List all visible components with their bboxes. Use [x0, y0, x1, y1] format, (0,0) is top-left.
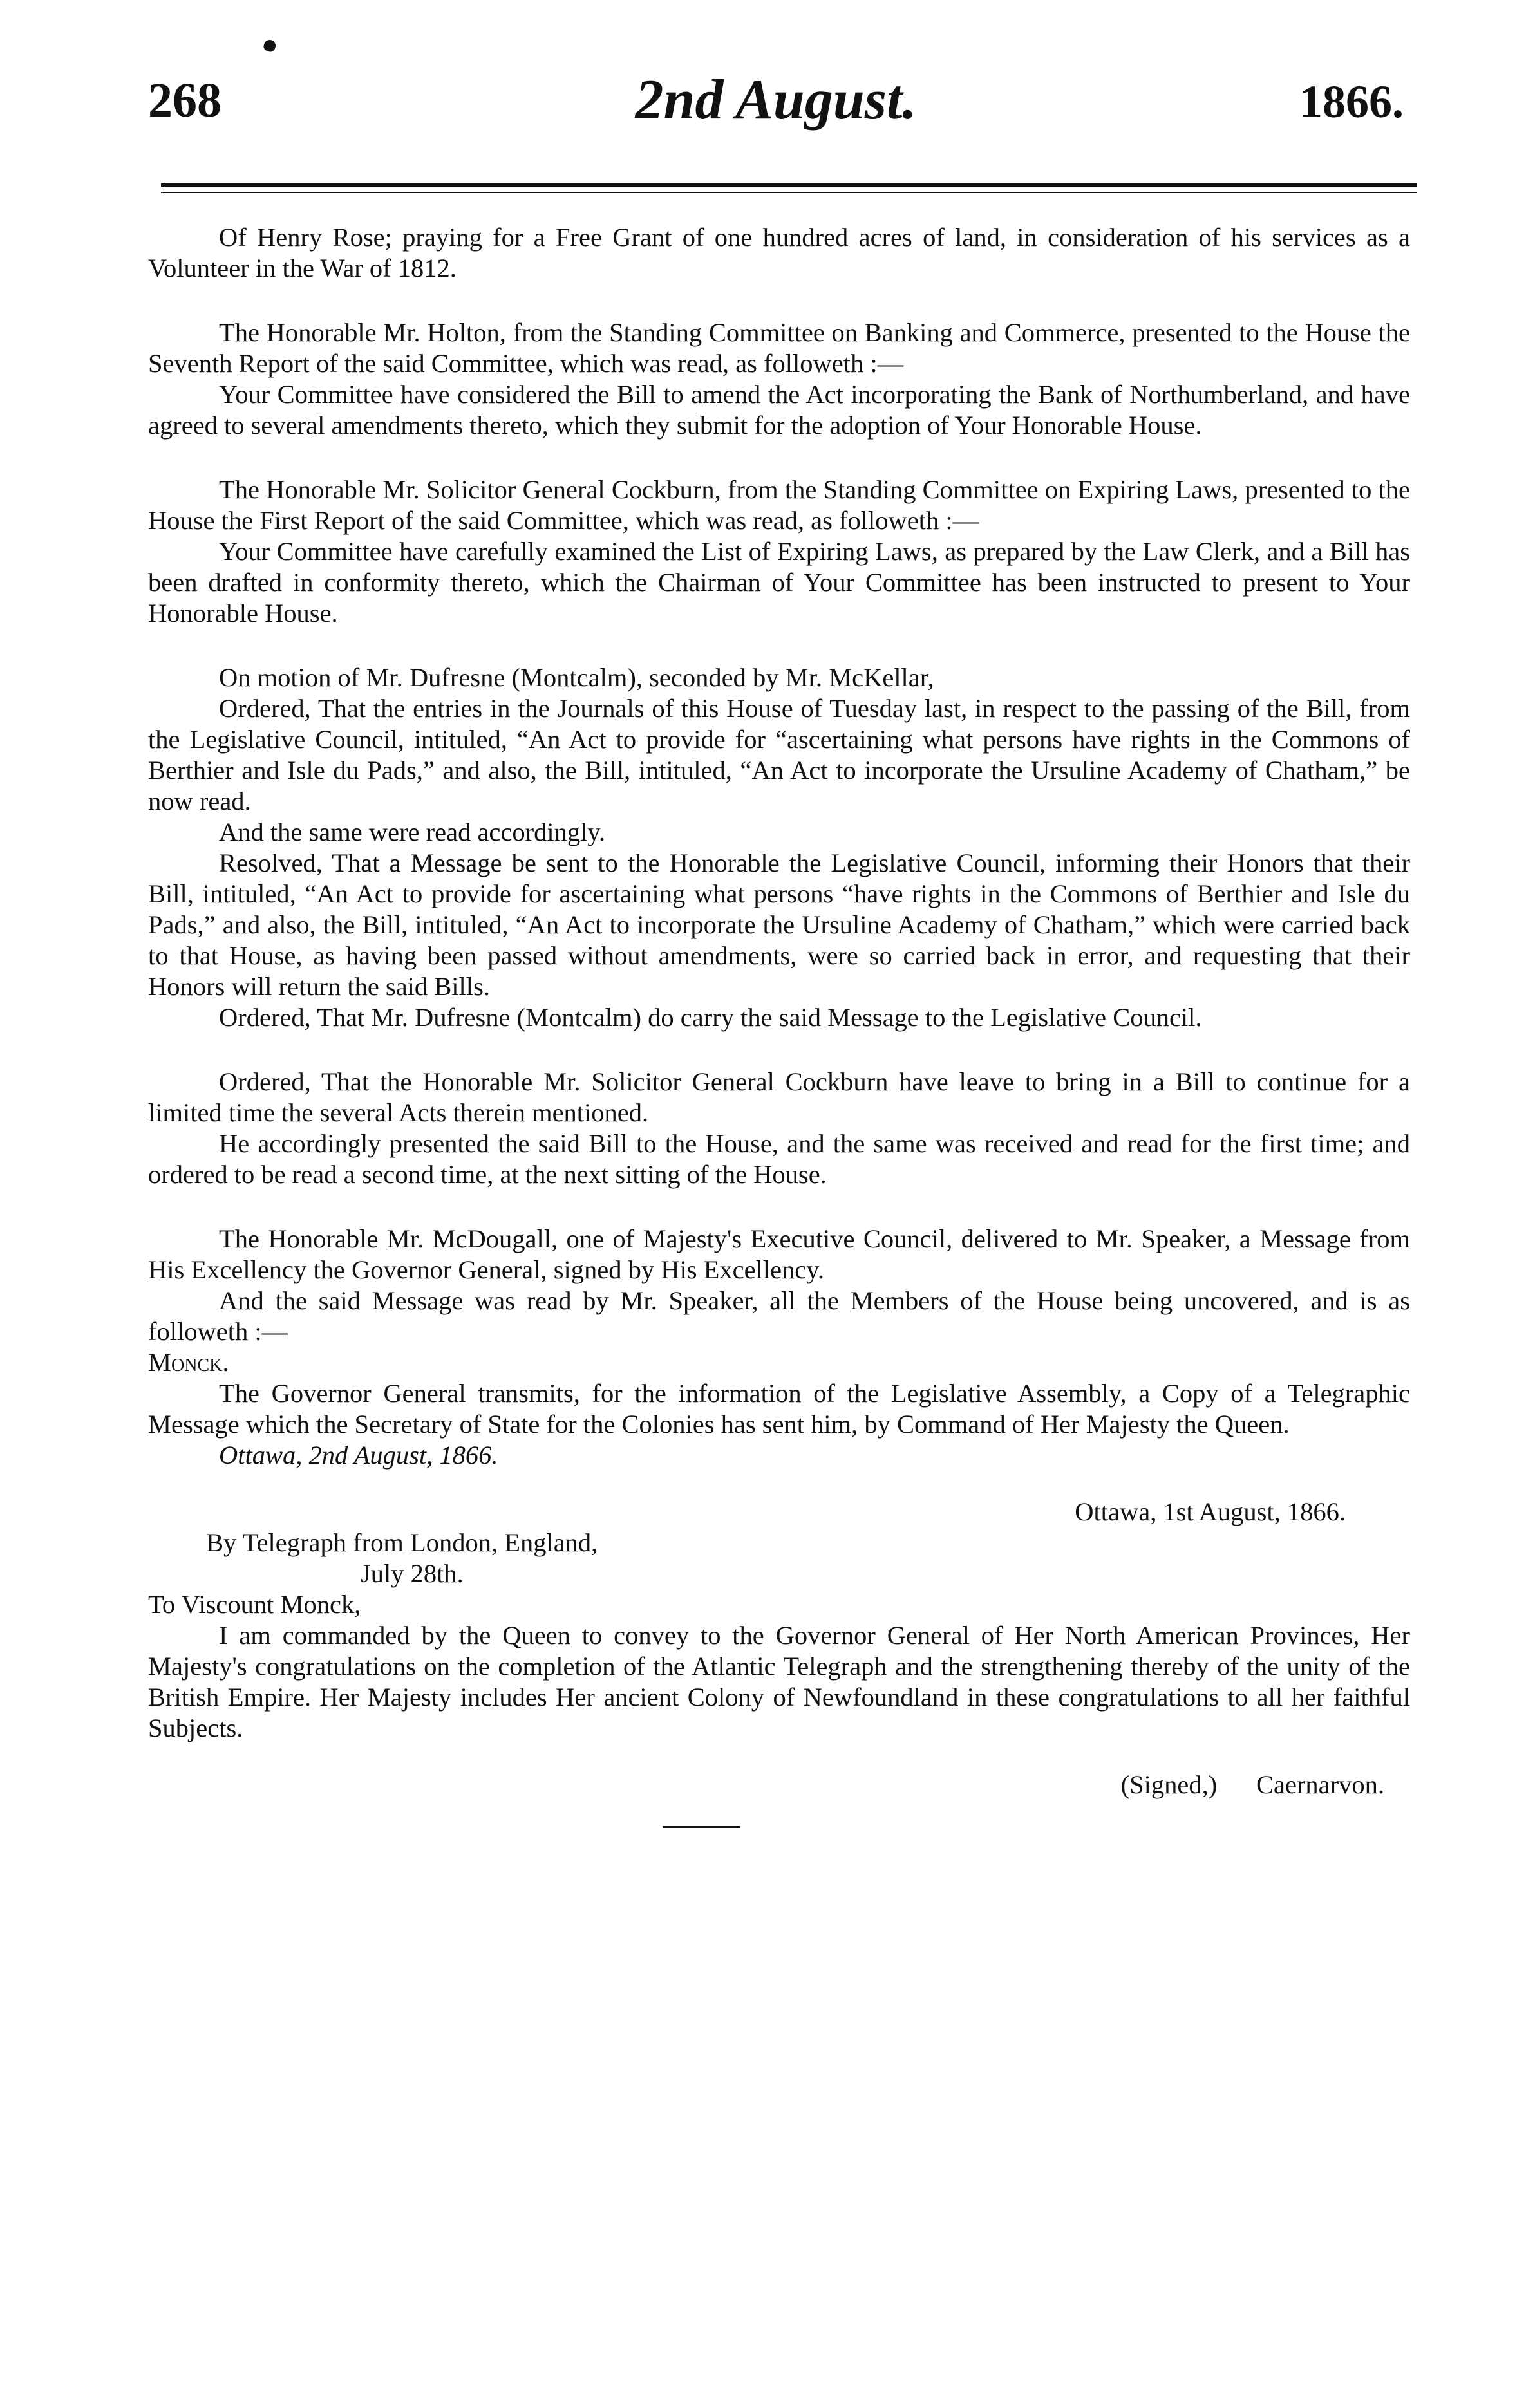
- petition-henry-rose: Of Henry Rose; praying for a Free Grant of one hundred acres of land, in consideration of his services as a Volunteer in the War of 1812.: [148, 223, 1410, 283]
- ordered-carry-message: Ordered, That Mr. Dufresne (Montcalm) do carry the said Message to the Legislative Council.: [219, 1003, 1202, 1032]
- message-read: And the said Message was read by Mr. Speaker, all the Members of the House being uncovered, and is as followeth :—: [148, 1286, 1410, 1346]
- running-title: 2nd August.: [635, 69, 917, 131]
- end-rule: [663, 1826, 740, 1828]
- ordered-leave-bill: Ordered, That the Honorable Mr. Solicitor General Cockburn have leave to bring in a Bill to continue for a limited time the several Acts therein mentioned.: [148, 1067, 1410, 1127]
- ordered-entries-read: Ordered, That the entries in the Journals of this House of Tuesday last, in respect to the passing of the Bill, from the Legislative Council, intituled, “An Act to provide for “ascertaining what persons have rights in the Commons of Berthier and Isle du Pads,” and also, the Bill, intituled, “An Act to incorporate the Ursuline Academy of Chatham,” be now read.: [148, 694, 1410, 816]
- mcdougall-message: The Honorable Mr. McDougall, one of Majesty's Executive Council, delivered to Mr. Speaker, a Message from His Excellency the Governor General, signed by His Excellency.: [148, 1224, 1410, 1284]
- governor-transmits: The Governor General transmits, for the information of the Legislative Assembly, a Copy of a Telegraphic Message which the Secretary of State for the Colonies has sent him, by Command of Her Majesty the Queen.: [148, 1379, 1410, 1439]
- header-year: 1866.: [1299, 76, 1404, 127]
- telegraph-date: July 28th.: [361, 1559, 464, 1588]
- read-accordingly: And the same were read accordingly.: [219, 817, 606, 846]
- telegram-text: I am commanded by the Queen to convey to the Governor General of Her North American Provinces, Her Majesty's congratulations on the completion of the Atlantic Telegraph and the strengthening thereby of the unity of the British Empire. Her Majesty includes Her ancient Colony of Newfoundland in these congratulations to all her faithful Subjects.: [148, 1621, 1410, 1742]
- page-header: [148, 61, 1404, 138]
- report-expiring-laws-text: Your Committee have carefully examined the List of Expiring Laws, as prepared by the Law Clerk, and a Bill has been drafted in conformity thereto, which the Chairman of Your Committee has been instructed to present to Your Honorable House.: [148, 537, 1410, 628]
- page-number: 268: [148, 73, 221, 127]
- header-rule-thin: [161, 192, 1417, 193]
- signature-monck: Monck.: [148, 1348, 229, 1377]
- journal-body: [148, 222, 1410, 1828]
- report-cockburn-intro: The Honorable Mr. Solicitor General Cockburn, from the Standing Committee on Expiring Laws, presented to the House the First Report of the said Committee, which was read, as followeth :—: [148, 475, 1410, 535]
- ottawa-date-1st: Ottawa, 1st August, 1866.: [1075, 1497, 1346, 1526]
- ink-blot: [262, 38, 277, 53]
- signed-caernarvon: (Signed,) Caernarvon.: [1120, 1770, 1384, 1799]
- addressee: To Viscount Monck,: [148, 1590, 361, 1619]
- report-holton-intro: The Honorable Mr. Holton, from the Standing Committee on Banking and Commerce, presented to the House the Seventh Report of the said Committee, which was read, as followeth :—: [148, 318, 1410, 378]
- resolved-message: Resolved, That a Message be sent to the Honorable the Legislative Council, informing their Honors that their Bill, intituled, “An Act to provide for ascertaining what persons “have rights in the Commons of Berthier and Isle du Pads,” and also, the Bill, intituled, “An Act to incorporate the Ursuline Academy of Chatham,” which were carried back to that House, as having been passed without amendments, were so carried back in error, and requesting that their Honors will return the said Bills.: [148, 848, 1410, 1001]
- telegraph-from: By Telegraph from London, England,: [206, 1528, 598, 1557]
- bill-presented: He accordingly presented the said Bill to the House, and the same was received and read for the first time; and ordered to be read a second time, at the next sitting of the House.: [148, 1129, 1410, 1189]
- report-banking-text: Your Committee have considered the Bill to amend the Act incorporating the Bank of Northumberland, and have agreed to several amendments thereto, which they submit for the adoption of Your Honorable House.: [148, 380, 1410, 440]
- ottawa-date-2nd: Ottawa, 2nd August, 1866.: [219, 1441, 498, 1470]
- motion-dufresne: On motion of Mr. Dufresne (Montcalm), seconded by Mr. McKellar,: [219, 663, 934, 692]
- header-rule-thick: [161, 183, 1417, 187]
